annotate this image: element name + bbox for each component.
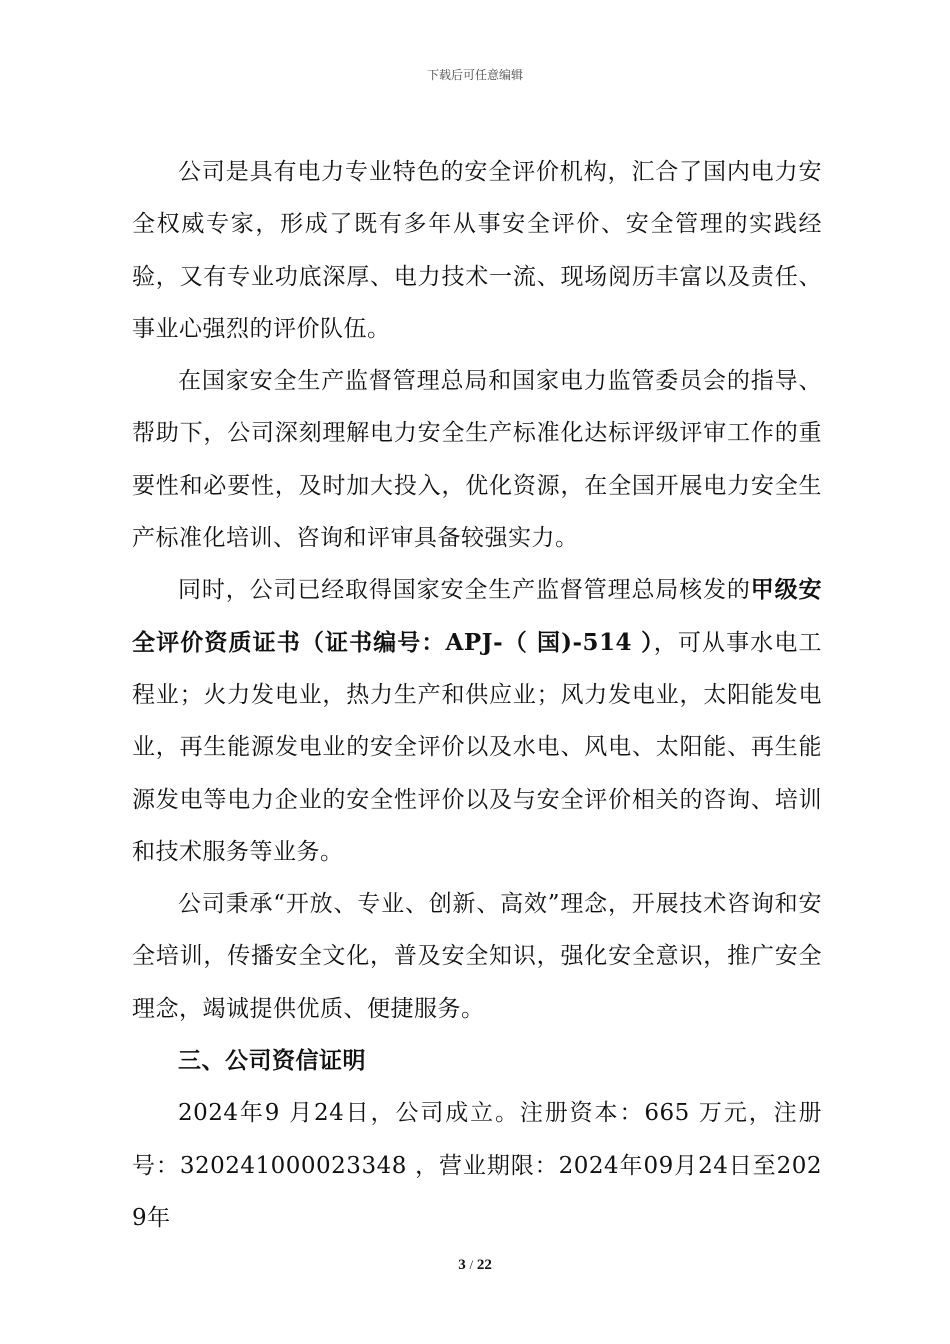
paragraph-credit-info: 2024年9 月24日，公司成立。注册资本：665 万元，注册号：320241000023348 ，营业期限：2024年09月24日至2029年 bbox=[132, 1100, 822, 1231]
section-heading: 三、公司资信证明 bbox=[178, 1047, 366, 1075]
paragraph-qualification bbox=[132, 564, 822, 878]
page-number bbox=[0, 1257, 950, 1274]
qualification-scope: ，可从事水电工程业；火力发电业，热力生产和供应业；风力发电业，太阳能发电业，再生能源发电业的安全评价以及水电、风电、太阳能、再生能源发电等电力企业的安全性评价以及与安全评价相关的咨询、培训和技术服务等业务。 bbox=[132, 629, 822, 865]
paragraph-philosophy: 公司秉承“开放、专业、创新、高效”理念，开展技术咨询和安全培训，传播安全文化，普及安全知识，强化安全意识，推广安全理念，竭诚提供优质、便捷服务。 bbox=[132, 891, 822, 1022]
document-body bbox=[132, 146, 822, 1244]
page-separator: / bbox=[469, 1257, 474, 1272]
current-page: 3 bbox=[458, 1257, 466, 1273]
paragraph-company-profile: 公司是具有电力专业特色的安全评价机构，汇合了国内电力安全权威专家，形成了既有多年从事安全评价、安全管理的实践经验，又有专业功底深厚、电力技术一流、现场阅历丰富以及责任、事业心强烈的评价队伍。 bbox=[132, 159, 822, 342]
total-pages: 22 bbox=[476, 1257, 492, 1273]
paragraph-guidance: 在国家安全生产监督管理总局和国家电力监管委员会的指导、帮助下，公司深刻理解电力安全生产标准化达标评级评审工作的重要性和必要性，及时加大投入，优化资源，在全国开展电力安全生产标准化培训、咨询和评审具备较强实力。 bbox=[132, 368, 822, 552]
certificate-title: 甲级安全评价资质证书（证书编号：APJ-（ 国)-514 ） bbox=[132, 576, 823, 656]
qualification-intro: 同时，公司已经取得国家安全生产监督管理总局核发的 bbox=[178, 577, 751, 604]
page-header: 下载后可任意编辑 bbox=[426, 68, 523, 82]
